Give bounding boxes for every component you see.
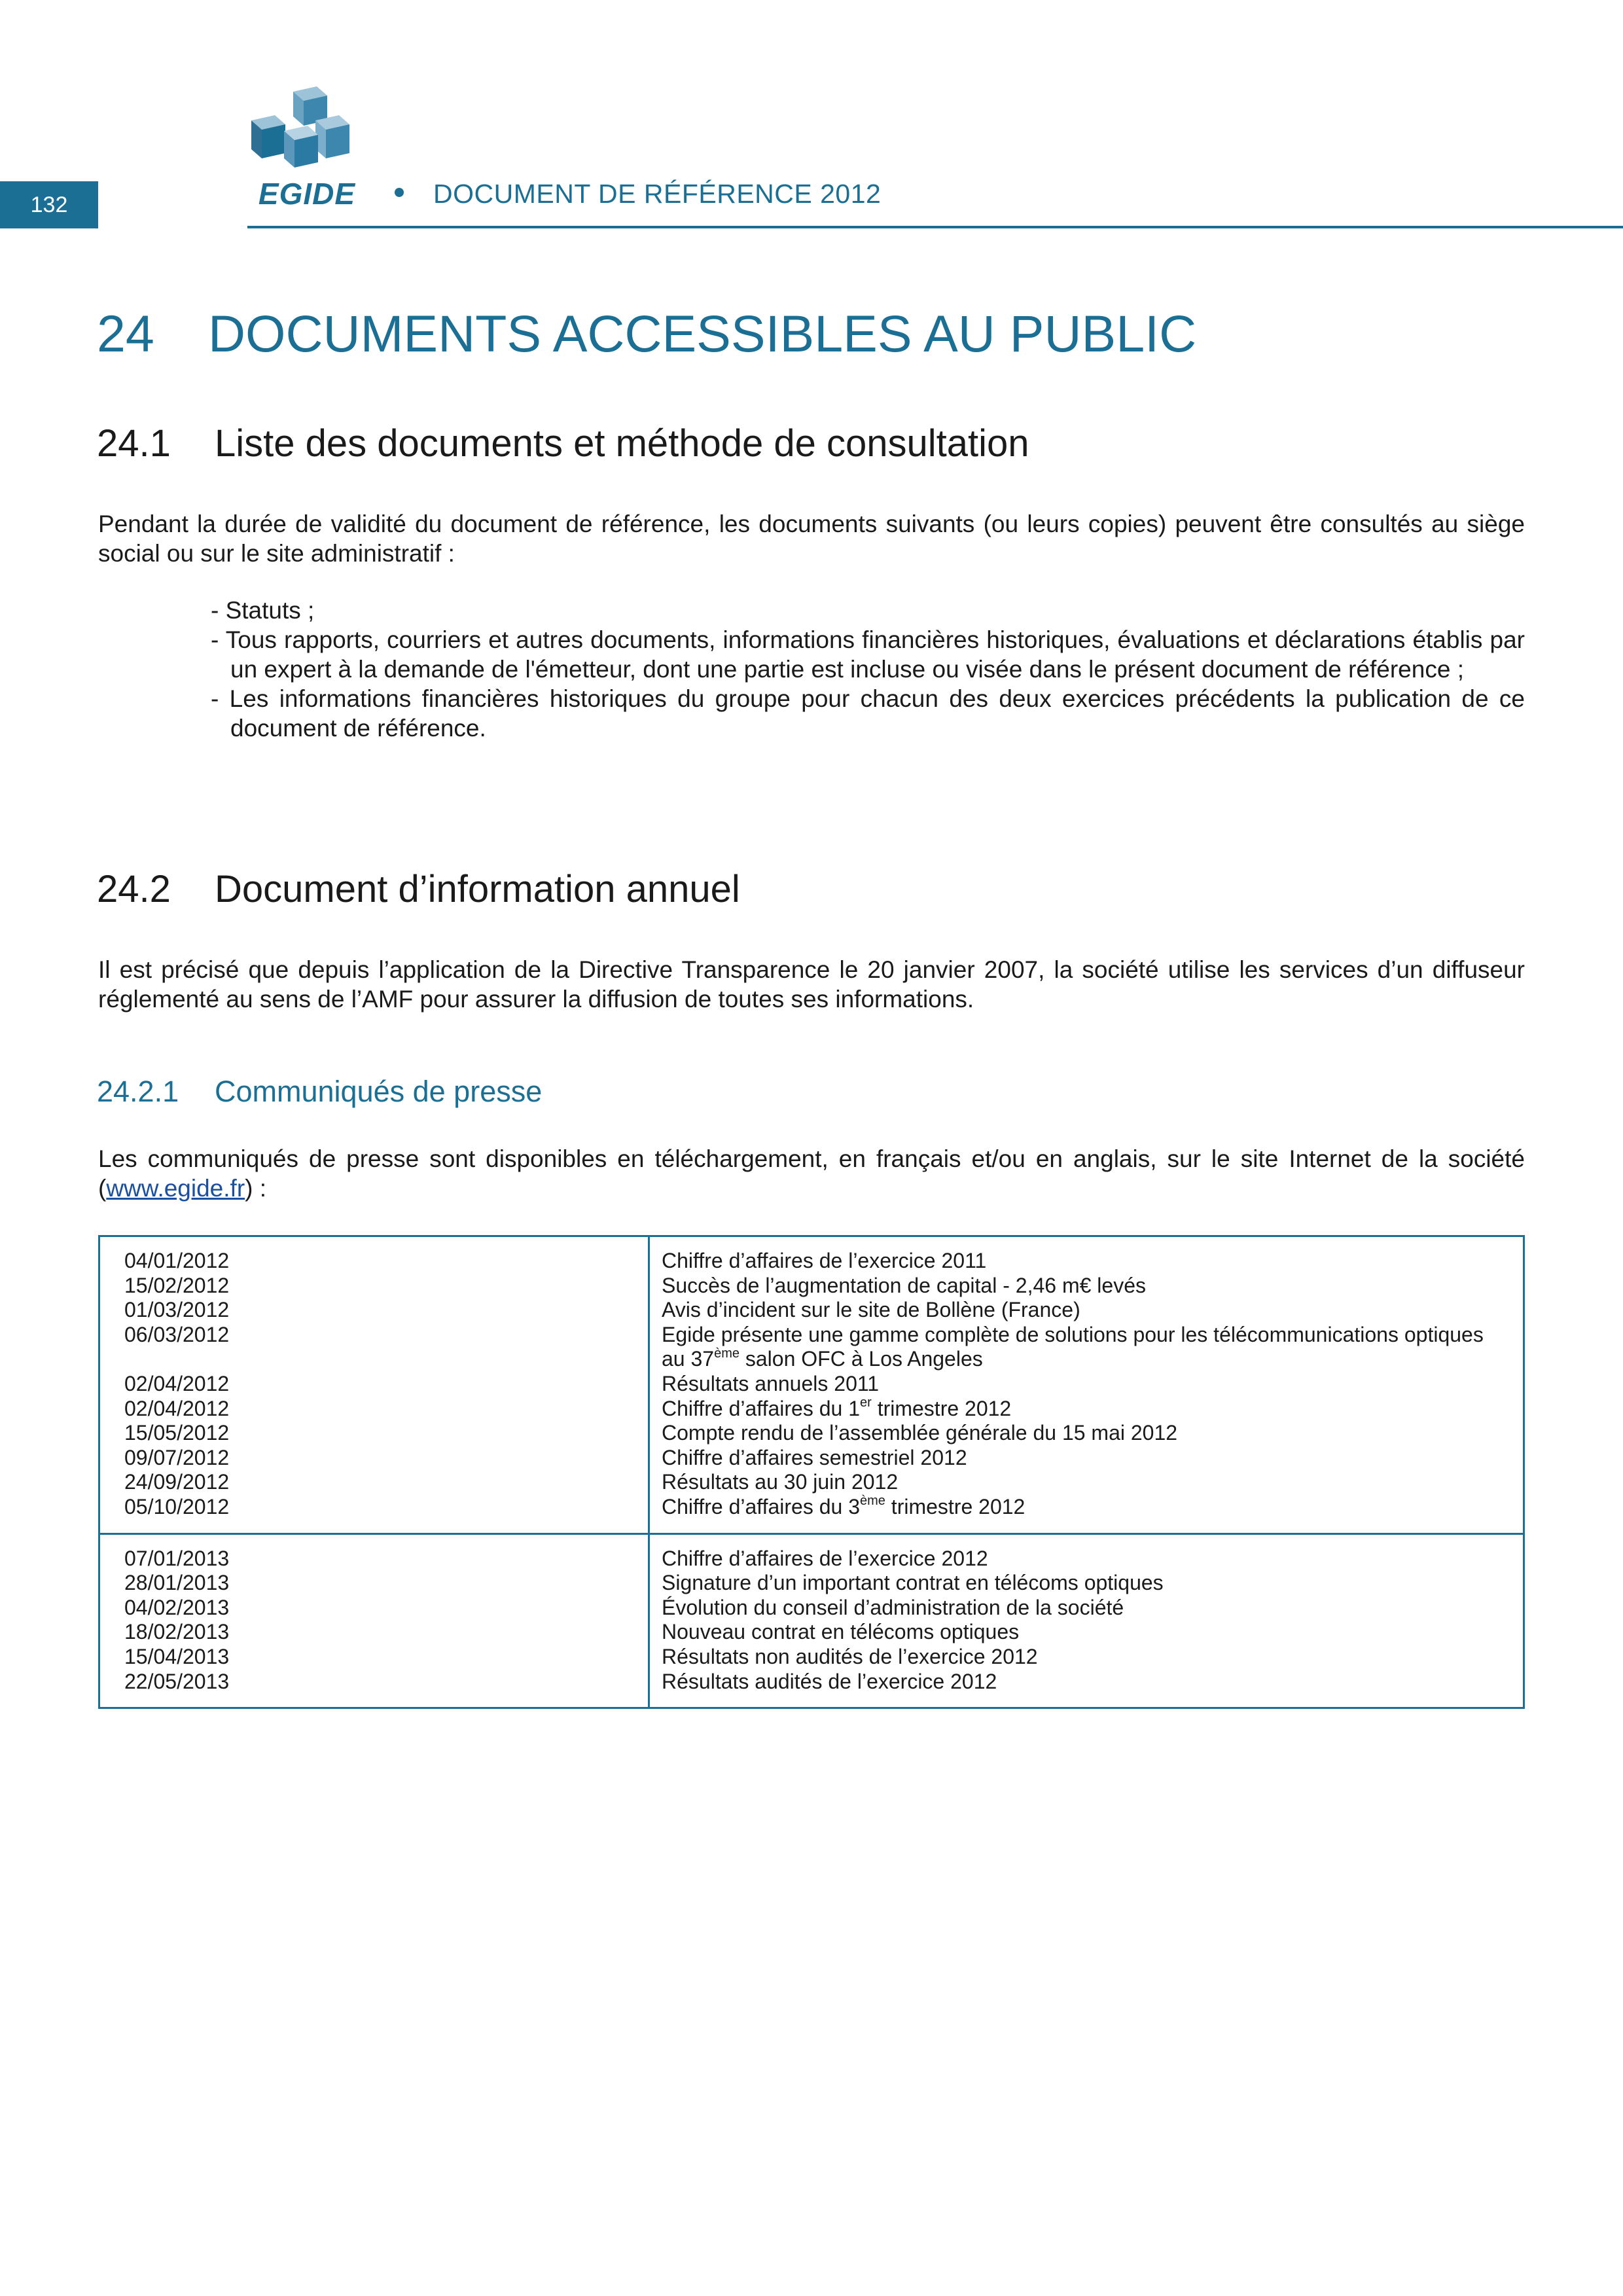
title-part: au 37: [662, 1347, 715, 1371]
subsection-title: Communiqués de presse: [215, 1075, 543, 1108]
page-number: 132: [0, 181, 98, 228]
release-date: 15/05/2012: [124, 1421, 230, 1445]
subsection-number: 24.2.1: [97, 1075, 179, 1108]
release-title: Egide présente une gamme complète de solutions pour les télécommunications optiques: [662, 1322, 1484, 1346]
release-title: Chiffre d’affaires de l’exercice 2012: [662, 1546, 988, 1570]
titles-cell-2013: [649, 1534, 1524, 1708]
release-date: 15/02/2012: [124, 1273, 230, 1297]
running-header-title: DOCUMENT DE RÉFÉRENCE 2012: [433, 179, 882, 209]
release-title: Résultats audités de l’exercice 2012: [662, 1669, 997, 1693]
table-row: [99, 1236, 1524, 1534]
release-date: 02/04/2012: [124, 1396, 230, 1420]
spacer: [124, 1347, 648, 1372]
header-divider: [247, 226, 1623, 228]
logo-wordmark: EGIDE: [258, 177, 356, 211]
release-title: [662, 1347, 1510, 1372]
title-part: trimestre 2012: [885, 1494, 1026, 1518]
superscript: er: [860, 1395, 872, 1410]
list-item: - Statuts ;: [211, 597, 315, 624]
release-title: Succès de l’augmentation de capital - 2,46 m€ levés: [662, 1273, 1146, 1297]
dates-cell-2013: [99, 1534, 649, 1708]
section-2-text: Il est précisé que depuis l’application de la Directive Transparence le 20 janvier 2007, la société utilise les services d’un diffuseur réglementé au sens de l’AMF pour assurer la diffusion de toutes ses informations.: [98, 956, 1525, 1013]
table-row: [99, 1534, 1524, 1708]
release-title: Compte rendu de l’assemblée générale du 15 mai 2012: [662, 1421, 1178, 1445]
release-title: Résultats non audités de l’exercice 2012: [662, 1644, 1038, 1668]
header-bullet: [395, 188, 404, 197]
release-title: Résultats au 30 juin 2012: [662, 1470, 899, 1494]
press-release-intro: [98, 1144, 1525, 1203]
release-date: 01/03/2012: [124, 1298, 230, 1322]
superscript: ème: [714, 1346, 740, 1361]
titles-cell-2012: [649, 1236, 1524, 1534]
section-heading-24-1: [97, 421, 1029, 467]
cubes-logo-icon: [247, 86, 366, 178]
release-date: 04/01/2012: [124, 1249, 230, 1272]
section-title: Document d’information annuel: [215, 868, 740, 910]
release-date: 28/01/2013: [124, 1571, 230, 1595]
release-title: Chiffre d’affaires de l’exercice 2011: [662, 1249, 987, 1272]
release-date: 06/03/2012: [124, 1322, 230, 1346]
documents-list: [211, 596, 1525, 743]
subsection-heading-24-2-1: [97, 1073, 542, 1110]
release-title: Chiffre d’affaires semestriel 2012: [662, 1445, 967, 1469]
dates-cell-2012: [99, 1236, 649, 1534]
release-date: 02/04/2012: [124, 1371, 230, 1395]
title-part: Chiffre d’affaires du 3: [662, 1494, 860, 1518]
release-date: 07/01/2013: [124, 1546, 230, 1570]
intro-text-end: ) :: [245, 1175, 267, 1202]
title-part: Chiffre d’affaires du 1: [662, 1396, 860, 1420]
release-title: Nouveau contrat en télécoms optiques: [662, 1620, 1020, 1644]
section-heading-24-2: [97, 867, 740, 912]
release-date: 24/09/2012: [124, 1470, 230, 1494]
release-title: [662, 1397, 1510, 1422]
release-date: 15/04/2013: [124, 1644, 230, 1668]
release-date: 18/02/2013: [124, 1620, 230, 1644]
section-1-intro: Pendant la durée de validité du document de référence, les documents suivants (ou leurs copies) peuvent être consultés au siège social ou sur le site administratif :: [98, 511, 1525, 567]
list-item: - Les informations financières historiques du groupe pour chacun des deux exercices précédents la publication de ce document de référence.: [211, 685, 1525, 742]
chapter-number: 24: [97, 304, 154, 363]
egide-logo: [247, 86, 366, 209]
release-date: 09/07/2012: [124, 1445, 230, 1469]
release-title: Signature d’un important contrat en télécoms optiques: [662, 1571, 1164, 1595]
superscript: ème: [860, 1494, 885, 1509]
chapter-heading: [97, 302, 1196, 365]
press-releases-table: [98, 1235, 1525, 1709]
release-date: 05/10/2012: [124, 1494, 230, 1518]
title-part: trimestre 2012: [871, 1396, 1012, 1420]
list-item: - Tous rapports, courriers et autres documents, informations financières historiques, évaluations et déclarations établis par un expert à la demande de l'émetteur, dont une partie est incluse ou visée dans le présent document de référence ;: [211, 626, 1525, 683]
website-link[interactable]: www.egide.fr: [106, 1175, 245, 1202]
chapter-title: DOCUMENTS ACCESSIBLES AU PUBLIC: [208, 304, 1197, 363]
section-number: 24.1: [97, 422, 171, 465]
intro-text: Les communiqués de presse sont disponibles en téléchargement, en français et/ou en anglais, sur le site Internet de la société (: [98, 1145, 1525, 1202]
release-title: Évolution du conseil d’administration de la société: [662, 1595, 1124, 1619]
title-part: salon OFC à Los Angeles: [739, 1347, 983, 1371]
section-number: 24.2: [97, 868, 171, 910]
release-title: [662, 1495, 1510, 1520]
release-date: 22/05/2013: [124, 1669, 230, 1693]
release-date: 04/02/2013: [124, 1595, 230, 1619]
release-title: Avis d’incident sur le site de Bollène (France): [662, 1298, 1080, 1322]
release-title: Résultats annuels 2011: [662, 1371, 880, 1395]
section-title: Liste des documents et méthode de consultation: [215, 422, 1029, 465]
